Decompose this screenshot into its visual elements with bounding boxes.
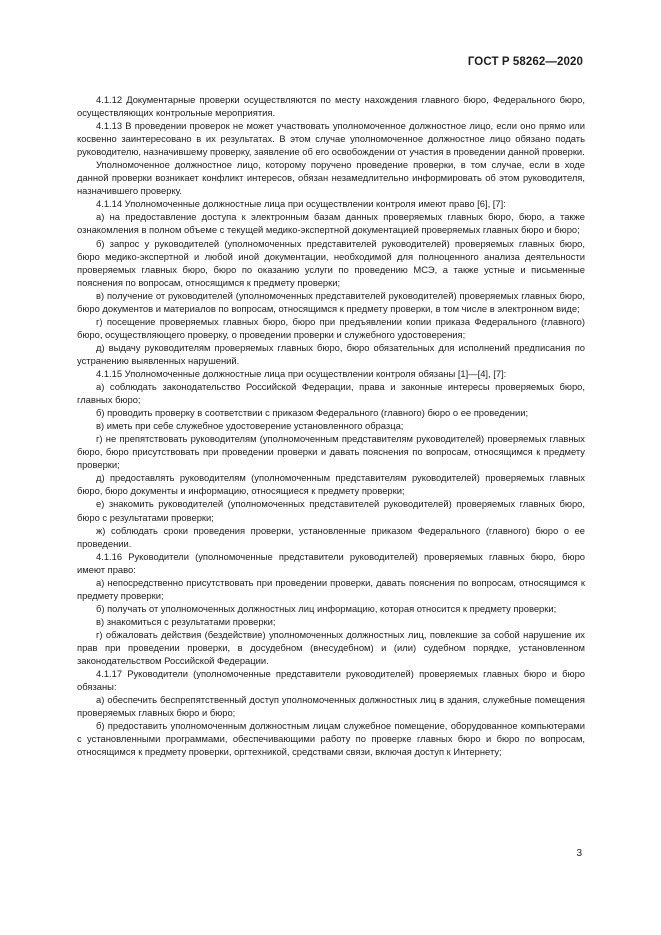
page-number: 3 [576, 848, 582, 859]
paragraph: 4.1.14 Уполномоченные должностные лица при осуществлении контроля имеют право [6], [7]: [96, 198, 506, 210]
document-body [77, 93, 585, 758]
list-item: а) непосредственно присутствовать при проведении проверки, давать пояснения по вопросам, относящимся к предмету проверки; [77, 576, 585, 601]
list-item: г) посещение проверяемых главных бюро, бюро при предъявлении копии приказа Федерального (главного) бюро, осуществляющего проверку, о проведении проверки и служебного удостоверения; [77, 315, 585, 340]
list-item: а) на предоставление доступа к электронным базам данных проверяемых главных бюро, бюро, а также ознакомления в полном объеме с текущей медико-экспертной документацией проверяемых главных бюро и бюро; [77, 211, 585, 236]
list-item: б) запрос у руководителей (уполномоченных представителей руководителей) проверяемых главных бюро, бюро медико-экспертной и любой иной документации, необходимой для полноценного анализа деятельности проверяемых главных бюро, бюро по оказанию услуги по проведению МСЭ, а также устные и письменные пояснения по вопросам, относящимся к предмету проверки; [77, 237, 585, 288]
paragraph: 4.1.15 Уполномоченные должностные лица при осуществлении контроля обязаны [1]—[4], [7]: [96, 367, 507, 379]
paragraph: 4.1.16 Руководители (уполномоченные представители руководителей) проверяемых главных бюро, бюро имеют право: [77, 550, 585, 575]
list-item: е) знакомить руководителей (уполномоченных представителей руководителей) проверяемых главных бюро, бюро с результатами проверки; [77, 498, 585, 523]
list-item: в) получение от руководителей (уполномоченных представителей руководителей) проверяемых главных бюро, бюро документов и материалов по вопросам, относящимся к предмету проверки, в том числе в электронном виде; [77, 289, 585, 314]
paragraph: Уполномоченное должностное лицо, которому поручено проведение проверки, в том случае, если в ходе данной проверки возникает конфликт интересов, обязан незамедлительно информировать об этом руководителя, назначившего проверку. [77, 159, 585, 197]
paragraph: 4.1.17 Руководители (уполномоченные представители руководителей) проверяемых главных бюро и бюро обязаны: [77, 668, 585, 693]
paragraph: 4.1.13 В проведении проверок не может участвовать уполномоченное должностное лицо, если оно прямо или косвенно заинтересовано в их результатах. В этом случае уполномоченное должностное лицо обязано подать руководителю, назначившему проверку, заявление об его освобождении от участия в проведении данной проверки. [77, 120, 585, 158]
list-item: г) обжаловать действия (бездействие) уполномоченных должностных лиц, повлекшие за собой нарушение их прав при проведении проверки, в досудебном (внесудебном) и (или) судебном порядке, установленном законодательством Российской Федерации. [77, 628, 585, 667]
list-item: в) иметь при себе служебное удостоверение установленного образца; [96, 420, 404, 432]
document-code-header: ГОСТ Р 58262—2020 [467, 56, 583, 68]
list-item: а) обеспечить беспрепятственный доступ уполномоченных должностных лиц в здания, служебные помещения проверяемых главных бюро и бюро; [77, 694, 585, 719]
list-item: в) знакомиться с результатами проверки; [96, 615, 276, 627]
list-item: б) предоставить уполномоченным должностным лицам служебное помещение, оборудованное компьютерами с установленными программами, обеспечивающими работу по проверке главных бюро и бюро по вопросам, относящимся к предмету проверки, оргтехникой, средствами связи, включая доступ к Интернету; [77, 720, 585, 758]
list-item: ж) соблюдать сроки проведения проверки, установленные приказом Федерального (главного) бюро о ее проведении. [77, 524, 585, 549]
list-item: г) не препятствовать руководителям (уполномоченным представителям руководителей) проверяемых главных бюро, бюро присутствовать при проведении проверки и давать пояснения по вопросам, относящимся к предмету проверки; [77, 433, 585, 471]
list-item: а) соблюдать законодательство Российской Федерации, права и законные интересы проверяемых бюро, главных бюро; [77, 381, 585, 406]
list-item: д) выдачу руководителям проверяемых главных бюро, бюро обязательных для исполнений предписания по устранению выявленных нарушений. [77, 341, 585, 366]
list-item: д) предоставлять руководителям (уполномоченным представителям руководителей) проверяемых главных бюро, бюро документы и информацию, относящиеся к предмету проверки; [77, 472, 585, 497]
paragraph: 4.1.12 Документарные проверки осуществляются по месту нахождения главного бюро, Федерального бюро, осуществляющих контрольные мероприятия. [77, 94, 585, 119]
list-item: б) проводить проверку в соответствии с приказом Федерального (главного) бюро о ее проведении; [96, 407, 529, 419]
list-item: б) получать от уполномоченных должностных лиц информацию, которая относится к предмету проверки; [96, 602, 557, 614]
